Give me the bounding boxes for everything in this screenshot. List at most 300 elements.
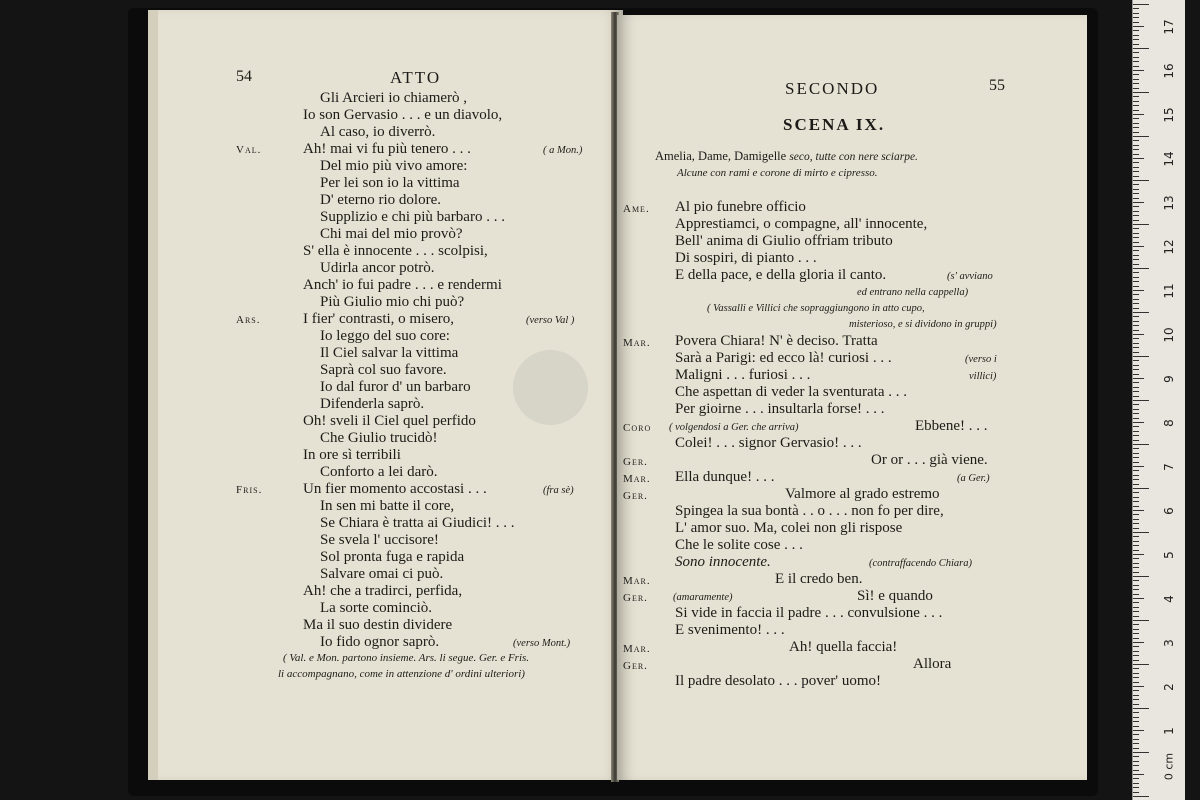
ruler-tick <box>1133 176 1139 177</box>
ruler-tick <box>1133 475 1139 476</box>
ruler-tick <box>1133 61 1139 62</box>
verse-line: Per lei son io la vittima <box>320 175 460 191</box>
ruler-tick <box>1133 743 1139 744</box>
verse-line: Supplizio e chi più barbaro . . . <box>320 209 505 225</box>
ruler-tick <box>1133 246 1144 247</box>
ruler-tick <box>1133 286 1139 287</box>
ruler-tick <box>1133 180 1149 181</box>
right-page <box>617 15 1087 780</box>
ruler-number: 11 <box>1162 283 1176 299</box>
verse-line: In sen mi batte il core, <box>320 498 455 514</box>
ruler-tick <box>1133 149 1139 150</box>
ruler-tick <box>1133 708 1149 709</box>
verse-line: D' eterno rio dolore. <box>320 192 441 208</box>
ruler-tick <box>1133 690 1139 691</box>
ruler-tick <box>1133 651 1139 652</box>
verse-line: Gli Arcieri io chiamerò , <box>320 90 468 106</box>
stage-direction: ( Vassalli e Villici che sopraggiungono in atto cupo, <box>707 303 925 314</box>
ruler-tick <box>1133 391 1139 392</box>
ruler-tick <box>1133 418 1139 419</box>
ruler-tick <box>1133 308 1139 309</box>
ruler-tick <box>1133 457 1139 458</box>
ruler-tick <box>1133 242 1139 243</box>
ruler-tick <box>1133 396 1139 397</box>
ruler-tick <box>1133 26 1144 27</box>
ruler-tick <box>1133 237 1139 238</box>
ruler-tick <box>1133 123 1139 124</box>
ruler-tick <box>1133 598 1144 599</box>
ruler-tick <box>1133 642 1144 643</box>
stage-direction: (fra sè) <box>543 485 574 496</box>
verse-line: Che aspettan di veder la sventurata . . . <box>675 384 908 400</box>
ruler-tick <box>1133 184 1139 185</box>
ruler-tick <box>1133 360 1139 361</box>
ruler-tick <box>1133 334 1144 335</box>
ruler-tick <box>1133 536 1139 537</box>
ruler-tick <box>1133 624 1139 625</box>
ruler-number: 14 <box>1162 151 1176 167</box>
ruler-tick <box>1133 660 1139 661</box>
ruler-tick <box>1133 717 1139 718</box>
ruler-tick <box>1133 528 1139 529</box>
ruler-tick <box>1133 783 1139 784</box>
verse-line: Io dal furor d' un barbaro <box>320 379 471 395</box>
ruler-tick <box>1133 193 1139 194</box>
cast-names: Amelia, Dame, Damigelle <box>655 149 787 163</box>
ruler-tick <box>1133 343 1139 344</box>
running-head: SECONDO <box>785 79 880 98</box>
left-page <box>148 10 623 780</box>
ruler-tick <box>1133 506 1139 507</box>
ruler-tick <box>1133 594 1139 595</box>
stage-direction: li accompagnano, come in attenzione d' ordini ulteriori) <box>278 668 525 680</box>
ruler-tick <box>1133 154 1139 155</box>
ruler-tick <box>1133 611 1139 612</box>
ruler-number: 7 <box>1162 463 1176 471</box>
ruler-tick <box>1133 171 1139 172</box>
ruler-tick <box>1133 514 1139 515</box>
verse-line: Ella dunque! . . . <box>675 469 775 485</box>
ruler-tick <box>1133 761 1139 762</box>
stage-direction: (verso Mont.) <box>513 638 571 649</box>
ruler-tick <box>1133 440 1139 441</box>
ruler-tick <box>1133 752 1149 753</box>
ruler-tick <box>1133 664 1149 665</box>
ruler-tick <box>1133 488 1149 489</box>
ruler-tick <box>1133 519 1139 520</box>
ruler-tick <box>1133 233 1139 234</box>
verse-line: Oh! sveli il Ciel quel perfido <box>303 413 476 429</box>
ruler-tick <box>1133 13 1139 14</box>
ruler-tick <box>1133 17 1139 18</box>
ruler-tick <box>1133 378 1144 379</box>
ruler-tick <box>1133 189 1139 190</box>
ruler-tick <box>1133 734 1139 735</box>
ruler-tick <box>1133 479 1139 480</box>
verse-line: Apprestiamci, o compagne, all' innocente, <box>675 216 928 232</box>
ruler-tick <box>1133 646 1139 647</box>
ruler-tick <box>1133 510 1144 511</box>
ruler-tick <box>1133 4 1149 5</box>
stage-direction: Alcune con rami e corone di mirto e cipresso. <box>677 167 878 179</box>
ruler-tick <box>1133 523 1139 524</box>
ruler-tick <box>1133 726 1139 727</box>
verse-line: Al pio funebre officio <box>675 199 806 215</box>
verse-line: Difenderla saprò. <box>320 396 425 412</box>
ruler-tick <box>1133 545 1139 546</box>
ruler-tick <box>1133 695 1139 696</box>
ruler-tick <box>1133 299 1139 300</box>
ruler-tick <box>1133 224 1149 225</box>
ruler-tick <box>1133 409 1139 410</box>
verse-line: Sol pronta fuga e rapida <box>320 549 465 565</box>
verse-line: Io fido ognor saprò. <box>320 634 440 650</box>
verse-line: Più Giulio mio chi può? <box>320 294 465 310</box>
ruler-tick <box>1133 88 1139 89</box>
ruler-tick <box>1133 770 1139 771</box>
ruler-tick <box>1133 347 1139 348</box>
verse-line: Ma il suo destin dividere <box>303 617 453 633</box>
ruler-tick <box>1133 158 1144 159</box>
ruler-tick <box>1133 118 1139 119</box>
ruler-tick <box>1133 52 1139 53</box>
ruler-tick <box>1133 787 1139 788</box>
ruler-tick <box>1133 589 1139 590</box>
ruler-tick <box>1133 466 1144 467</box>
speaker-label: Ame. <box>623 203 650 215</box>
verse-line: Bell' anima di Giulio offriam tributo <box>675 233 893 249</box>
ruler-number: 10 <box>1162 327 1176 343</box>
ruler-tick <box>1133 228 1139 229</box>
ruler-tick <box>1133 633 1139 634</box>
ruler-tick <box>1133 48 1149 49</box>
ruler-tick <box>1133 22 1139 23</box>
ruler-tick <box>1133 325 1139 326</box>
ruler-tick <box>1133 92 1149 93</box>
ruler-tick <box>1133 426 1139 427</box>
ruler-tick <box>1133 145 1139 146</box>
ruler-tick <box>1133 74 1139 75</box>
verse-line: In ore sì terribili <box>303 447 401 463</box>
ruler-tick <box>1133 444 1149 445</box>
ruler-tick <box>1133 422 1144 423</box>
verse-line: Se Chiara è tratta ai Giudici! . . . <box>320 515 515 531</box>
ruler-tick <box>1133 312 1149 313</box>
speaker-label: Mar. <box>623 575 651 587</box>
verse-line: Or or . . . già viene. <box>871 452 988 468</box>
ruler-tick <box>1133 541 1139 542</box>
stage-direction: (a Ger.) <box>957 473 990 484</box>
verse-line: Che le solite cose . . . <box>675 537 803 553</box>
stage-direction: (amaramente) <box>673 592 733 603</box>
verse-line: Il Ciel salvar la vittima <box>320 345 459 361</box>
ruler-tick <box>1133 677 1139 678</box>
verse-line: Sarà a Parigi: ed ecco là! curiosi . . . <box>675 350 892 366</box>
ruler-tick <box>1133 778 1139 779</box>
verse-line: Salvare omai ci può. <box>320 566 444 582</box>
ruler-tick <box>1133 39 1139 40</box>
verse-line: Spingea la sua bontà . . o . . . non fo per dire, <box>675 503 944 519</box>
ruler-tick <box>1133 686 1144 687</box>
stage-direction: (contraffacendo Chiara) <box>869 558 972 569</box>
ruler-number: 13 <box>1162 195 1176 211</box>
verse-line: Di sospiri, di pianto . . . <box>675 250 817 266</box>
ruler-tick <box>1133 382 1139 383</box>
speaker-label: Mar. <box>623 643 651 655</box>
running-head: ATTO <box>390 68 442 87</box>
ruler-tick <box>1133 316 1139 317</box>
ruler-tick <box>1133 70 1144 71</box>
ruler-tick <box>1133 101 1139 102</box>
ruler-tick <box>1133 765 1139 766</box>
speaker-label: Fris. <box>236 484 263 496</box>
cast-list <box>655 149 918 164</box>
ruler-tick <box>1133 453 1139 454</box>
ruler-tick <box>1133 704 1139 705</box>
verse-line: La sorte cominciò. <box>320 600 433 616</box>
ruler-tick <box>1133 550 1139 551</box>
verse-line: Si vide in faccia il padre . . . convulsione . . . <box>675 605 943 621</box>
verse-line: Colei! . . . signor Gervasio! . . . <box>675 435 862 451</box>
verse-line: E il credo ben. <box>775 571 863 587</box>
ruler-tick <box>1133 668 1139 669</box>
ruler-tick <box>1133 330 1139 331</box>
ruler-tick <box>1133 369 1139 370</box>
ruler-number: 2 <box>1162 683 1176 691</box>
ruler-number: 15 <box>1162 107 1176 123</box>
stage-direction: (verso i <box>965 354 997 365</box>
ruler-tick <box>1133 127 1139 128</box>
verse-line: S' ella è innocente . . . scolpisi, <box>303 243 488 259</box>
ruler-number: 17 <box>1162 19 1176 35</box>
verse-line: Allora <box>913 656 952 672</box>
verse-line: Ebbene! . . . <box>915 418 988 434</box>
verse-line: Io leggo del suo core: <box>320 328 450 344</box>
verse-line: Anch' io fui padre . . . e rendermi <box>303 277 502 293</box>
ruler-tick <box>1133 602 1139 603</box>
verse-line: Il padre desolato . . . pover' uomo! <box>675 673 881 689</box>
verse-line: Se svela l' uccisore! <box>320 532 439 548</box>
speaker-label: Ger. <box>623 660 648 672</box>
verse-line: Sono innocente. <box>675 554 771 570</box>
verse-line: Conforto a lei darò. <box>320 464 438 480</box>
ruler-tick <box>1133 352 1139 353</box>
ruler-tick <box>1133 497 1139 498</box>
ruler-tick <box>1133 294 1139 295</box>
ruler-number: 12 <box>1162 239 1176 255</box>
ruler-tick <box>1133 57 1139 58</box>
ruler-tick <box>1133 136 1149 137</box>
ruler-tick <box>1133 721 1139 722</box>
ruler-tick <box>1133 110 1139 111</box>
stage-direction: ed entrano nella cappella) <box>857 287 969 298</box>
verse-line: Del mio più vivo amore: <box>320 158 468 174</box>
verse-line: Valmore al grado estremo <box>785 486 940 502</box>
speaker-label: Ger. <box>623 456 648 468</box>
ruler-tick <box>1133 365 1139 366</box>
ruler-tick <box>1133 66 1139 67</box>
speaker-label: Coro <box>623 422 652 434</box>
ruler-tick <box>1133 572 1139 573</box>
ruler-number: 4 <box>1162 595 1176 603</box>
ruler-tick <box>1133 501 1139 502</box>
ruler-tick <box>1133 682 1139 683</box>
ruler-number: 6 <box>1162 507 1176 515</box>
ruler-tick <box>1133 638 1139 639</box>
ruler-tick <box>1133 558 1139 559</box>
ruler-tick <box>1133 259 1139 260</box>
ruler-tick <box>1133 30 1139 31</box>
ruler-tick <box>1133 492 1139 493</box>
ruler-tick <box>1133 8 1139 9</box>
ruler-tick <box>1133 655 1139 656</box>
stage-direction: ( Val. e Mon. partono insieme. Ars. li segue. Ger. e Fris. <box>283 652 530 664</box>
ruler-number: 1 <box>1162 727 1176 735</box>
ruler-tick <box>1133 792 1139 793</box>
verse-line: E svenimento! . . . <box>675 622 785 638</box>
ruler-tick <box>1133 215 1139 216</box>
ruler-tick <box>1133 105 1139 106</box>
stage-direction: (s' avviano <box>947 271 993 282</box>
ruler-tick <box>1133 198 1139 199</box>
ruler-tick <box>1133 774 1144 775</box>
page-number: 55 <box>989 77 1005 94</box>
stage-direction: (verso Val ) <box>526 315 575 326</box>
ruler-tick <box>1133 730 1144 731</box>
ruler-tick <box>1133 796 1149 797</box>
ruler-tick <box>1133 554 1144 555</box>
ruler-tick <box>1133 435 1139 436</box>
speaker-label: Ger. <box>623 592 648 604</box>
verse-line: Che Giulio trucidò! <box>320 430 438 446</box>
verse-line: Ah! quella faccia! <box>789 639 898 655</box>
ruler-tick <box>1133 756 1139 757</box>
ruler-tick <box>1133 607 1139 608</box>
ruler-tick <box>1133 563 1139 564</box>
verse-line: Io son Gervasio . . . e un diavolo, <box>303 107 503 123</box>
ruler-tick <box>1133 211 1139 212</box>
library-watermark <box>513 350 588 425</box>
ruler-tick <box>1133 79 1139 80</box>
verse-line: Al caso, io diverrò. <box>320 124 436 140</box>
ruler-tick <box>1133 272 1139 273</box>
stage-direction: misterioso, e si dividono in gruppi) <box>849 319 997 330</box>
speaker-label: Mar. <box>623 473 651 485</box>
verse-line: L' amor suo. Ma, colei non gli rispose <box>675 520 903 536</box>
ruler-tick <box>1133 387 1139 388</box>
ruler-tick <box>1133 616 1139 617</box>
page-number: 54 <box>236 68 252 85</box>
ruler-tick <box>1133 712 1139 713</box>
ruler-tick <box>1133 220 1139 221</box>
ruler-tick <box>1133 338 1139 339</box>
ruler-tick <box>1133 673 1139 674</box>
stage-direction: villici) <box>969 371 997 382</box>
verse-line: Povera Chiara! N' è deciso. Tratta <box>675 333 878 349</box>
stage-direction: ( volgendosi a Ger. che arriva) <box>669 422 799 433</box>
ruler-tick <box>1133 264 1139 265</box>
ruler-tick <box>1133 277 1139 278</box>
ruler-unit: 0 cm <box>1162 752 1176 781</box>
speaker-label: Mar. <box>623 337 651 349</box>
ruler-tick <box>1133 162 1139 163</box>
ruler-tick <box>1133 462 1139 463</box>
ruler-number: 16 <box>1162 63 1176 79</box>
ruler-tick <box>1133 206 1139 207</box>
ruler-tick <box>1133 400 1149 401</box>
ruler-tick <box>1133 470 1139 471</box>
ruler-tick <box>1133 202 1144 203</box>
ruler-tick <box>1133 699 1139 700</box>
ruler-tick <box>1133 83 1139 84</box>
speaker-label: Ars. <box>236 314 261 326</box>
ruler-tick <box>1133 404 1139 405</box>
ruler-tick <box>1133 255 1139 256</box>
ruler-tick <box>1133 374 1139 375</box>
ruler-number: 5 <box>1162 551 1176 559</box>
ruler-tick <box>1133 281 1139 282</box>
verse-line: Udirla ancor potrò. <box>320 260 435 276</box>
ruler-tick <box>1133 576 1149 577</box>
verse-line: Sì! e quando <box>857 588 933 604</box>
ruler-tick <box>1133 132 1139 133</box>
stage-direction: ( a Mon.) <box>543 145 583 156</box>
ruler-tick <box>1133 413 1139 414</box>
speaker-label: Ger. <box>623 490 648 502</box>
ruler-tick <box>1133 250 1139 251</box>
speaker-label: Val. <box>236 144 262 156</box>
scene-title: SCENA IX. <box>783 115 886 134</box>
ruler-tick <box>1133 303 1139 304</box>
ruler-number: 8 <box>1162 419 1176 427</box>
ruler-tick <box>1133 431 1139 432</box>
ruler-tick <box>1133 268 1149 269</box>
verse-line: E della pace, e della gloria il canto. <box>675 267 887 283</box>
ruler-number: 3 <box>1162 639 1176 647</box>
ruler-tick <box>1133 44 1139 45</box>
ruler-tick <box>1133 484 1139 485</box>
ruler-tick <box>1133 739 1139 740</box>
measurement-ruler <box>1132 0 1185 800</box>
ruler-tick <box>1133 567 1139 568</box>
verse-line: Per gioirne . . . insultarla forse! . . . <box>675 401 885 417</box>
ruler-tick <box>1133 96 1139 97</box>
ruler-tick <box>1133 321 1139 322</box>
ruler-tick <box>1133 448 1139 449</box>
cast-direction: seco, tutte con nere sciarpe. <box>789 151 918 163</box>
ruler-number: 9 <box>1162 375 1176 383</box>
ruler-tick <box>1133 356 1149 357</box>
verse-line: Ah! che a tradirci, perfida, <box>303 583 463 599</box>
ruler-tick <box>1133 585 1139 586</box>
ruler-tick <box>1133 748 1139 749</box>
verse-line: Saprà col suo favore. <box>320 362 447 378</box>
ruler-tick <box>1133 290 1144 291</box>
ruler-tick <box>1133 532 1149 533</box>
verse-line: I fier' contrasti, o misero, <box>303 311 454 327</box>
verse-line: Maligni . . . furiosi . . . <box>675 367 811 383</box>
verse-line: Chi mai del mio provò? <box>320 226 463 242</box>
verse-line: Ah! mai vi fu più tenero . . . <box>303 141 471 157</box>
ruler-tick <box>1133 140 1139 141</box>
ruler-tick <box>1133 580 1139 581</box>
ruler-tick <box>1133 114 1144 115</box>
ruler-tick <box>1133 35 1139 36</box>
ruler-tick <box>1133 167 1139 168</box>
verse-line: Un fier momento accostasi . . . <box>303 481 487 497</box>
ruler-tick <box>1133 629 1139 630</box>
ruler-tick <box>1133 620 1149 621</box>
